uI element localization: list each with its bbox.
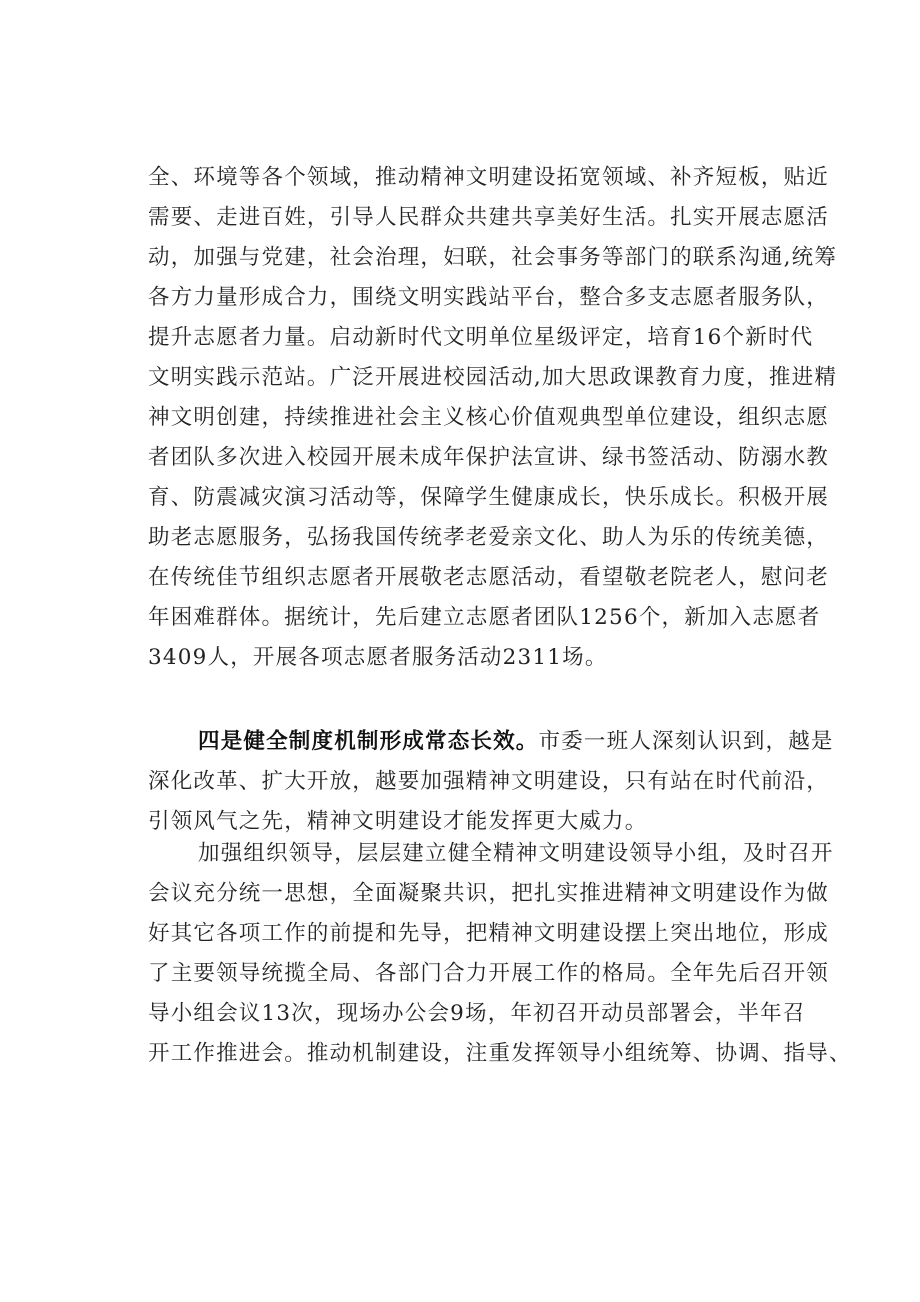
heading-continuation: 市委一班人深刻认识到，越是 <box>538 729 834 754</box>
paragraph-first-line <box>148 722 834 762</box>
paragraph-volunteer-activities <box>148 158 838 678</box>
text-line: 年困难群体。据统计，先后建立志愿者团队1256个，新加入志愿者 <box>148 605 821 630</box>
text-line: 动，加强与党建，社会治理，妇联，社会事务等部门的联系沟通,统筹 <box>148 245 838 270</box>
text-line: 神文明创建，持续推进社会主义核心价值观典型单位建设，组织志愿 <box>148 405 830 430</box>
text-line: 会议充分统一思想，全面凝聚共识，把扎实推进精神文明建设作为做 <box>148 881 830 906</box>
text-line: 文明实践示范站。广泛开展进校园活动,加大思政课教育力度，推进精 <box>148 365 838 390</box>
text-line: 在传统佳节组织志愿者开展敬老志愿活动，看望敬老院老人，慰问老 <box>148 565 830 590</box>
text-line: 好其它各项工作的前提和先导，把精神文明建设摆上突出地位，形成 <box>148 921 830 946</box>
text-line: 深化改革、扩大开放，越要加强精神文明建设，只有站在时代前沿， <box>148 769 830 794</box>
section-heading: 四是健全制度机制形成常态长效。 <box>198 729 539 754</box>
text-line: 各方力量形成合力，围绕文明实践站平台，整合多支志愿者服务队， <box>148 285 830 310</box>
paragraph-organizational-leadership <box>148 834 852 1074</box>
text-line: 者团队多次进入校园开展未成年保护法宣讲、绿书签活动、防溺水教 <box>148 445 830 470</box>
text-line: 育、防震减灾演习活动等，保障学生健康成长，快乐成长。积极开展 <box>148 485 830 510</box>
text-line: 3409人，开展各项志愿者服务活动2311场。 <box>148 645 608 670</box>
text-line: 加强组织领导，层层建立健全精神文明建设领导小组，及时召开 <box>198 841 834 866</box>
text-line: 提升志愿者力量。启动新时代文明单位星级评定，培育16个新时代 <box>148 325 814 350</box>
text-line: 开工作推进会。推动机制建设，注重发挥领导小组统筹、协调、指导、 <box>148 1041 852 1066</box>
text-line: 需要、走进百姓，引导人民群众共建共享美好生活。扎实开展志愿活 <box>148 205 830 230</box>
text-line: 全、环境等各个领域，推动精神文明建设拓宽领域、补齐短板，贴近 <box>148 165 830 190</box>
text-line: 了主要领导统揽全局、各部门合力开展工作的格局。全年先后召开领 <box>148 961 830 986</box>
text-line: 引领风气之先，精神文明建设才能发挥更大威力。 <box>148 809 648 834</box>
text-line: 助老志愿服务，弘扬我国传统孝老爱亲文化、助人为乐的传统美德， <box>148 525 830 550</box>
text-line: 导小组会议13次，现场办公会9场，年初召开动员部署会，半年召 <box>148 1001 806 1026</box>
paragraph-institutional-mechanism <box>148 722 834 842</box>
